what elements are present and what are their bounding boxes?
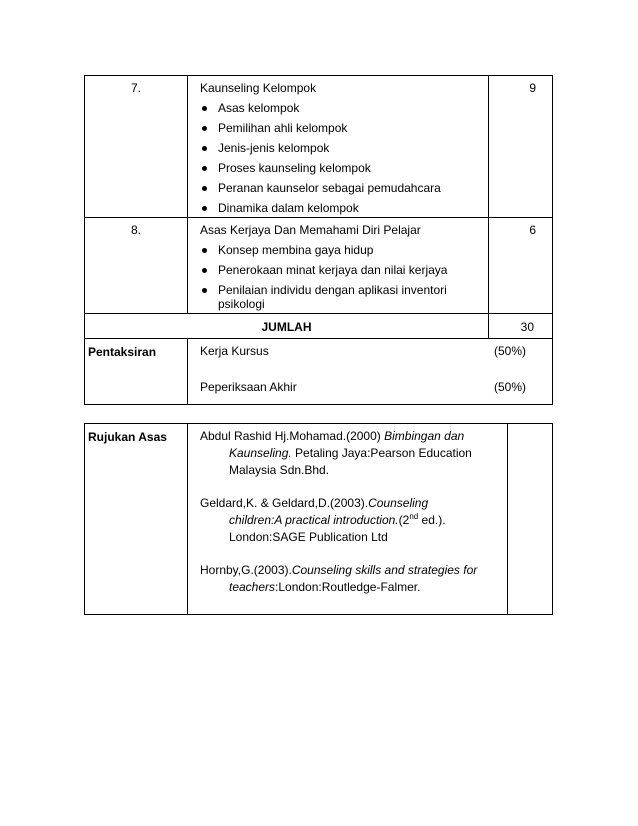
assessment-row: [85, 339, 553, 405]
reference-text: Malaysia Sdn.Bhd.: [229, 463, 330, 477]
references-label: Rujukan Asas: [85, 424, 188, 615]
topic-hours: 9: [489, 76, 553, 218]
subtopic-item: [200, 101, 484, 115]
topic-number: 8.: [85, 218, 188, 314]
references-cell: [188, 424, 508, 615]
reference-title: Bimbingan dan: [384, 429, 465, 443]
subtopic-item: [200, 161, 484, 175]
assessment-name: Peperiksaan Akhir: [200, 380, 297, 394]
bullet-icon: [202, 166, 207, 171]
superscript: nd: [409, 512, 419, 521]
reference-item: [200, 562, 503, 596]
reference-text: Geldard,K. & Geldard,D.(2003).: [200, 496, 369, 510]
reference-item: [200, 428, 503, 479]
assessment-cell: [188, 339, 553, 405]
assessment-item: [200, 344, 548, 358]
subtopic-item: [200, 181, 484, 195]
subtopic-list: [200, 243, 484, 311]
reference-text: Abdul Rashid Hj.Mohamad.(2000): [200, 429, 385, 443]
reference-title: teachers: [229, 580, 276, 594]
reference-text: (2: [398, 513, 410, 527]
subtopic-text: Penerokaan minat kerjaya dan nilai kerjaya: [218, 263, 448, 277]
topic-cell: [188, 218, 489, 314]
reference-text: Petaling Jaya:Pearson Education: [291, 446, 472, 460]
subtopic-list: [200, 101, 484, 215]
subtopic-text: Asas kelompok: [218, 101, 300, 115]
references-table: [84, 423, 553, 615]
reference-text: ed.).: [418, 513, 446, 527]
assessment-name: Kerja Kursus: [200, 344, 269, 358]
subtopic-item: [200, 121, 484, 135]
reference-title: Counseling skills and strategies for: [291, 563, 478, 577]
subtopic-item: [200, 201, 484, 215]
bullet-icon: [202, 186, 207, 191]
total-value: 30: [489, 314, 553, 339]
reference-title: Counseling: [368, 496, 429, 510]
reference-text: :London:Routledge-Falmer.: [275, 580, 421, 594]
subtopic-text: Proses kaunseling kelompok: [218, 161, 371, 175]
topic-number: 7.: [85, 76, 188, 218]
total-label: JUMLAH: [85, 314, 489, 339]
topic-title: Kaunseling Kelompok: [200, 81, 317, 95]
bullet-icon: [202, 126, 207, 131]
reference-title: Kaunseling.: [229, 446, 292, 460]
subtopic-text: Jenis-jenis kelompok: [218, 141, 330, 155]
bullet-icon: [202, 146, 207, 151]
assessment-weight: (50%): [493, 344, 526, 358]
bullet-icon: [202, 248, 207, 253]
reference-text: Hornby,G.(2003).: [200, 563, 292, 577]
subtopic-text: Penilaian individu dengan aplikasi inventori psikologi: [218, 283, 447, 311]
subtopic-text: Konsep membina gaya hidup: [218, 243, 374, 257]
reference-text: London:SAGE Publication Ltd: [229, 530, 388, 544]
topic-cell: [188, 76, 489, 218]
empty-cell: [508, 424, 553, 615]
bullet-icon: [202, 106, 207, 111]
total-row: [85, 314, 553, 339]
topic-hours: 6: [489, 218, 553, 314]
subtopic-text: Pemilihan ahli kelompok: [218, 121, 348, 135]
syllabus-table: [84, 75, 553, 405]
subtopic-text: Dinamika dalam kelompok: [218, 201, 359, 215]
subtopic-item: [200, 283, 484, 311]
topic-row: [85, 76, 553, 218]
assessment-weight: (50%): [493, 380, 526, 394]
topic-row: [85, 218, 553, 314]
assessment-label: Pentaksiran: [85, 339, 188, 405]
subtopic-item: [200, 141, 484, 155]
reference-item: [200, 495, 503, 546]
subtopic-item: [200, 243, 484, 257]
bullet-icon: [202, 206, 207, 211]
subtopic-text: Peranan kaunselor sebagai pemudahcara: [218, 181, 441, 195]
bullet-icon: [202, 288, 207, 293]
references-row: [85, 424, 553, 615]
assessment-item: [200, 380, 548, 394]
bullet-icon: [202, 268, 207, 273]
subtopic-item: [200, 263, 484, 277]
reference-title: children:A practical introduction.: [229, 513, 399, 527]
topic-title: Asas Kerjaya Dan Memahami Diri Pelajar: [200, 223, 421, 237]
